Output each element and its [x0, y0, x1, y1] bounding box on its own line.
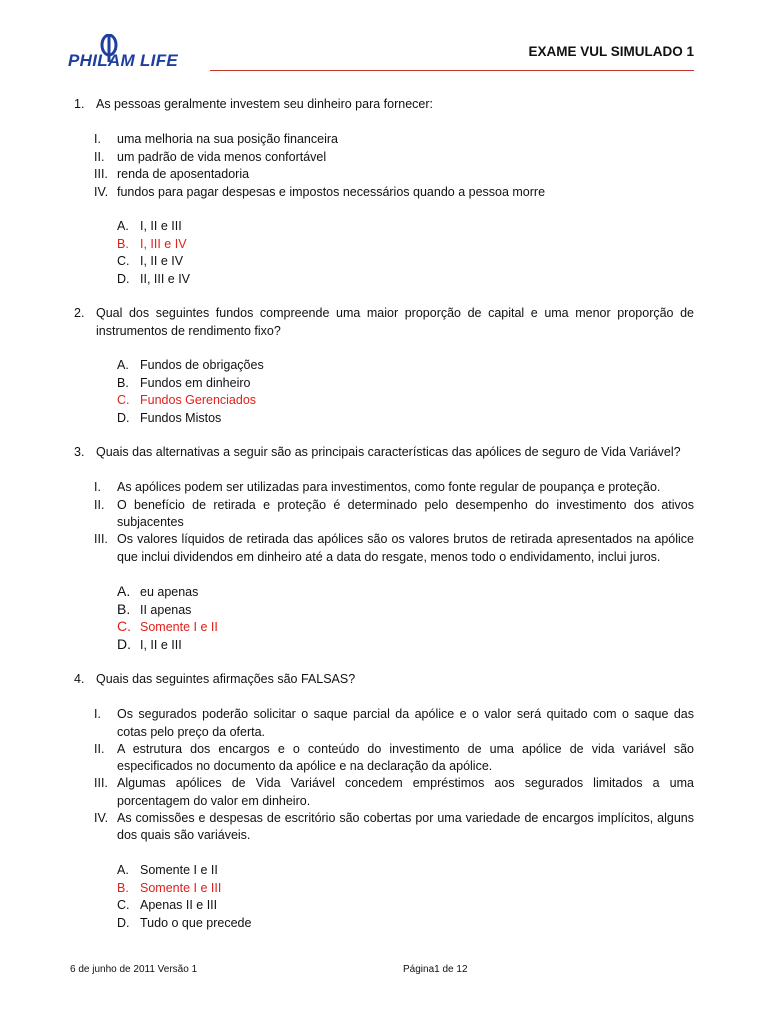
- option-text: I, II e III: [140, 219, 182, 233]
- header-divider: [210, 70, 694, 71]
- statement-number: IV.: [94, 184, 109, 199]
- question-text: Qual dos seguintes fundos compreende uma maior proporção de capital e uma menor proporção de instrumentos de rendimento fixo?: [96, 306, 694, 338]
- document-title: EXAME VUL SIMULADO 1: [528, 44, 694, 59]
- answer-option[interactable]: [117, 253, 183, 271]
- option-letter: A.: [117, 219, 129, 233]
- statement-text: renda de aposentadoria: [117, 167, 250, 181]
- option-text: I, II e IV: [140, 254, 184, 268]
- option-letter: B.: [117, 600, 131, 617]
- statement-text: As apólices podem ser utilizadas para investimentos, como fonte regular de poupança e proteção.: [117, 480, 661, 494]
- answer-option-correct[interactable]: [117, 618, 218, 637]
- question-text: Quais das alternativas a seguir são as principais características das apólices de seguro de Vida Variável?: [96, 445, 681, 459]
- statement-number: I.: [94, 707, 101, 721]
- answer-option-correct[interactable]: [117, 236, 187, 254]
- option-letter: C.: [117, 618, 131, 634]
- option-text: Fundos em dinheiro: [140, 375, 251, 390]
- answer-option[interactable]: [117, 357, 264, 375]
- answer-option[interactable]: [117, 410, 221, 428]
- option-text: Fundos Gerenciados: [140, 393, 257, 407]
- statement-text: um padrão de vida menos confortável: [117, 149, 327, 164]
- question-number: 3.: [74, 445, 85, 459]
- option-text: I, II e III: [140, 637, 182, 652]
- footer-page-number: Página1 de 12: [403, 964, 468, 975]
- answer-option[interactable]: [117, 897, 217, 915]
- statement-number: II.: [94, 497, 105, 512]
- option-letter: D.: [117, 915, 130, 930]
- option-letter: C.: [117, 393, 130, 407]
- statement-text: Os valores líquidos de retirada das apólices são os valores brutos de retirada apresentados na apólice que inclui dividendos em dinheiro até a data do resgate, menos todo o endividamento, inclui juros.: [117, 532, 694, 564]
- option-letter: D.: [117, 410, 130, 425]
- option-letter: D.: [117, 635, 131, 652]
- option-letter: A.: [117, 583, 131, 599]
- answer-option[interactable]: [117, 218, 182, 236]
- answer-option[interactable]: [117, 583, 198, 602]
- company-logo: [68, 34, 208, 74]
- answer-option[interactable]: [117, 915, 251, 933]
- option-letter: B.: [117, 236, 129, 251]
- answer-option[interactable]: [117, 601, 191, 620]
- question-number: 2.: [74, 306, 85, 320]
- statement-text: A estrutura dos encargos e o conteúdo do investimento de uma apólice de vida variável são especificados no documento da apólice e na declaração da apólice.: [117, 741, 694, 773]
- statement-number: I.: [94, 132, 101, 146]
- statement-number: III.: [94, 776, 108, 790]
- statement-text: As comissões e despesas de escritório são cobertas por uma variedade de encargos implícitos, alguns dos quais são variáveis.: [117, 810, 694, 842]
- option-text: Apenas II e III: [140, 898, 218, 912]
- logo-brand-text: PHILAM LIFE: [68, 51, 179, 70]
- option-text: Somente I e II: [140, 863, 218, 877]
- statement-text: fundos para pagar despesas e impostos necessários quando a pessoa morre: [117, 184, 546, 199]
- option-letter: A.: [117, 358, 129, 372]
- statement-text: Os segurados poderão solicitar o saque parcial da apólice e o valor será quitado com o saque das cotas pelo preço da oferta.: [117, 707, 694, 739]
- option-letter: C.: [117, 898, 130, 912]
- answer-option-correct[interactable]: [117, 392, 256, 410]
- answer-option-correct[interactable]: [117, 880, 221, 898]
- option-letter: D.: [117, 271, 130, 286]
- question-number: 4.: [74, 672, 85, 686]
- statement-number: IV.: [94, 810, 109, 825]
- option-text: I, III e IV: [140, 236, 187, 251]
- option-letter: C.: [117, 254, 130, 268]
- option-text: II, III e IV: [140, 271, 191, 286]
- statement-number: I.: [94, 480, 101, 494]
- statement-text: uma melhoria na sua posição financeira: [117, 132, 338, 146]
- answer-option[interactable]: [117, 862, 218, 880]
- question-text: As pessoas geralmente investem seu dinheiro para fornecer:: [96, 97, 433, 111]
- option-text: Somente I e II: [140, 620, 218, 634]
- footer-date-version: 6 de junho de 2011 Versão 1: [70, 964, 198, 975]
- option-text: eu apenas: [140, 585, 199, 599]
- option-letter: B.: [117, 375, 129, 390]
- option-letter: A.: [117, 863, 129, 877]
- question-text: Quais das seguintes afirmações são FALSAS?: [96, 672, 356, 686]
- option-text: Somente I e III: [140, 880, 222, 895]
- answer-option[interactable]: [117, 636, 182, 655]
- statement-text: Algumas apólices de Vida Variável concedem empréstimos aos segurados limitados a uma porcentagem do valor em dinheiro.: [117, 776, 694, 808]
- statement-text: O benefício de retirada e proteção é determinado pelo desempenho do investimento dos ativos subjacentes: [117, 497, 694, 529]
- option-text: Fundos de obrigações: [140, 358, 264, 372]
- statement-number: III.: [94, 167, 108, 181]
- option-text: Fundos Mistos: [140, 410, 222, 425]
- statement-number: II.: [94, 149, 105, 164]
- option-letter: B.: [117, 880, 129, 895]
- question-number: 1.: [74, 97, 85, 111]
- answer-option[interactable]: [117, 271, 190, 289]
- statement-number: III.: [94, 532, 108, 546]
- statement-number: II.: [94, 741, 105, 756]
- option-text: II apenas: [140, 602, 192, 617]
- option-text: Tudo o que precede: [140, 915, 252, 930]
- answer-option[interactable]: [117, 375, 250, 393]
